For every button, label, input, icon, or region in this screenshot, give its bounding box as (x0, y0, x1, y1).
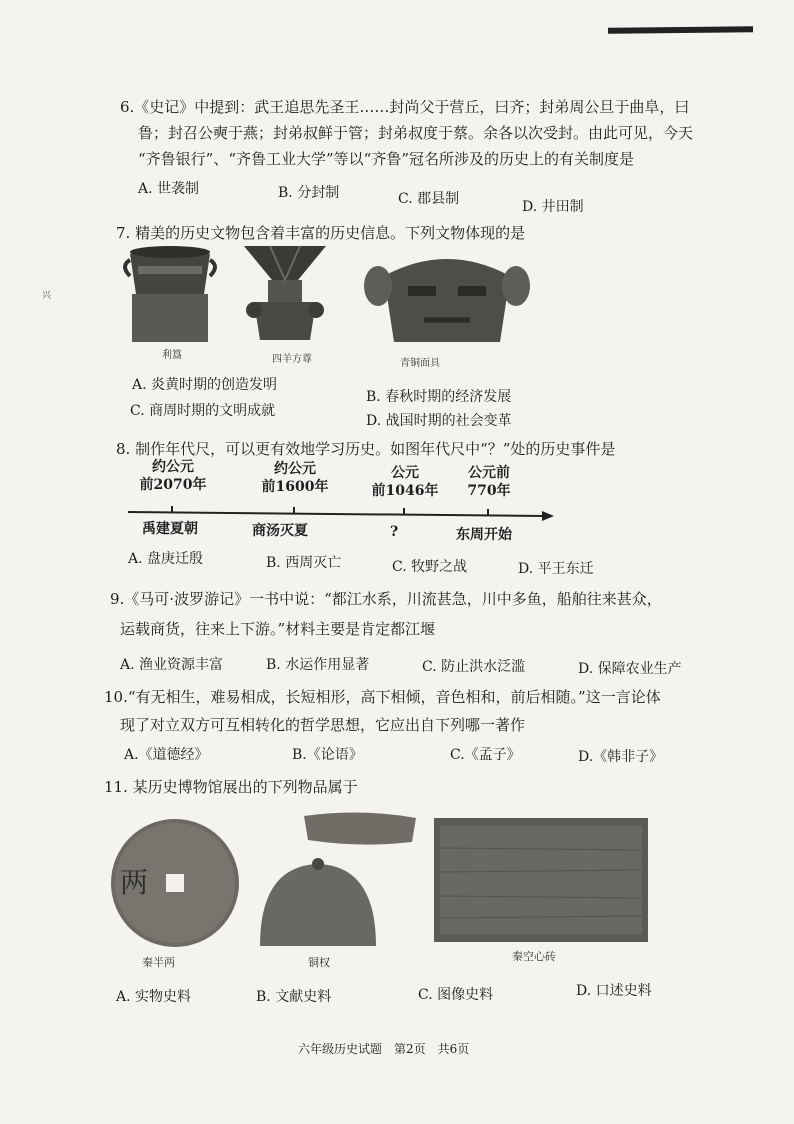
scan-edge-mark (608, 26, 753, 34)
timeline-date-2-top: 约公元 (274, 461, 316, 477)
timeline-date-3-top: 公元 (391, 465, 419, 481)
q8-option-d[interactable]: D. 平王东迁 (518, 561, 594, 577)
bronze-weight-image (256, 856, 380, 950)
q11-stem: 11. 某历史博物馆展出的下列物品属于 (104, 778, 358, 796)
q7-option-b[interactable]: B. 春秋时期的经济发展 (366, 389, 512, 405)
timeline-event-3: ? (390, 524, 399, 540)
timeline-date-4-bottom: 770年 (467, 483, 511, 499)
timeline-date-2 (252, 460, 338, 496)
q6-line1: 6.《史记》中提到：武王追思先圣王……封尚父于营丘，曰齐；封弟周公旦于曲阜，曰 (120, 98, 690, 116)
page-footer: 六年级历史试题 第2页 共6页 (298, 1042, 470, 1056)
q7-option-d[interactable]: D. 战国时期的社会变革 (366, 413, 512, 429)
four-ram-zun-image (240, 240, 330, 344)
q10-option-c[interactable]: C.《孟子》 (450, 747, 521, 763)
q7-option-c[interactable]: C. 商周时期的文明成就 (130, 403, 276, 419)
q9-line2: 运载商货，往来上下游。”材料主要是肯定都江堰 (120, 620, 436, 638)
q8-stem: 8. 制作年代尺，可以更有效地学习历史。如图年代尺中“？”处的历史事件是 (116, 440, 616, 458)
q8-option-a[interactable]: A. 盘庚迁殷 (128, 551, 204, 567)
q6-line2: 鲁；封召公奭于燕；封弟叔鲜于管；封弟叔度于蔡。余各以次受封。由此可见，今天 (138, 124, 694, 142)
q9-option-b[interactable]: B. 水运作用显著 (266, 657, 370, 673)
bronze-mask-image (364, 246, 530, 350)
timeline-date-1-top: 约公元 (152, 459, 194, 475)
q10-line2: 现了对立双方可互相转化的哲学思想，它应出自下列哪一著作 (120, 716, 526, 734)
q10-option-d[interactable]: D.《韩非子》 (578, 749, 664, 765)
timeline-date-1-bottom: 前2070年 (139, 477, 207, 493)
timeline-event-2: 商汤灭夏 (252, 523, 308, 539)
timeline-event-4: 东周开始 (456, 527, 512, 543)
weight-top-image (300, 810, 420, 848)
q7-caption-zun: 四羊方尊 (272, 354, 312, 365)
timeline-event-1: 禹建夏朝 (142, 521, 198, 537)
q6-line3: “齐鲁银行”、“齐鲁工业大学”等以“齐鲁”冠名所涉及的历史上的有关制度是 (138, 150, 635, 168)
coin-character: 两 (120, 866, 149, 899)
q10-line1: 10.“有无相生，难易相成，长短相形，高下相倾，音色相和，前后相随。”这一言论体 (104, 688, 661, 706)
timeline-date-2-bottom: 前1600年 (261, 479, 329, 495)
q7-caption-mask: 青铜面具 (400, 358, 440, 369)
q6-option-a[interactable]: A. 世袭制 (138, 181, 200, 197)
margin-mark: 兴 (42, 291, 52, 301)
timeline-date-3-bottom: 前1046年 (371, 483, 439, 499)
q9-option-c[interactable]: C. 防止洪水泛滥 (422, 659, 526, 675)
timeline-date-4-top: 公元前 (468, 465, 510, 481)
qin-banliang-coin-image (96, 816, 254, 950)
timeline-date-4 (446, 464, 532, 500)
q9-line1: 9.《马可·波罗游记》一书中说：“都江水系，川流甚急，川中多鱼，船舶往来甚众， (110, 590, 662, 608)
q6-option-d[interactable]: D. 井田制 (522, 199, 584, 215)
q11-option-a[interactable]: A. 实物史料 (116, 989, 192, 1005)
q11-option-c[interactable]: C. 图像史料 (418, 987, 494, 1003)
q10-option-b[interactable]: B.《论语》 (292, 747, 363, 763)
q11-option-d[interactable]: D. 口述史料 (576, 983, 652, 999)
q11-option-b[interactable]: B. 文献史料 (256, 989, 332, 1005)
q11-caption-weight: 铜权 (308, 956, 330, 969)
q7-caption-ligui: 利簋 (162, 350, 182, 361)
q11-caption-coin: 秦半两 (142, 956, 175, 969)
q8-option-b[interactable]: B. 西周灭亡 (266, 555, 342, 571)
timeline-date-3 (362, 464, 448, 500)
timeline-date-1 (130, 458, 216, 494)
q9-option-d[interactable]: D. 保障农业生产 (578, 661, 682, 677)
q9-option-a[interactable]: A. 渔业资源丰富 (120, 657, 224, 673)
q11-caption-brick: 秦空心砖 (512, 950, 556, 963)
hollow-brick-image (434, 818, 648, 942)
q10-option-a[interactable]: A.《道德经》 (124, 747, 209, 763)
q6-option-b[interactable]: B. 分封制 (278, 185, 340, 201)
ligui-vessel-image (120, 236, 220, 344)
q6-option-c[interactable]: C. 郡县制 (398, 191, 460, 207)
q7-stem: 7. 精美的历史文物包含着丰富的历史信息。下列文物体现的是 (116, 224, 526, 242)
q7-option-a[interactable]: A. 炎黄时期的创造发明 (132, 377, 278, 393)
q8-option-c[interactable]: C. 牧野之战 (392, 559, 468, 575)
